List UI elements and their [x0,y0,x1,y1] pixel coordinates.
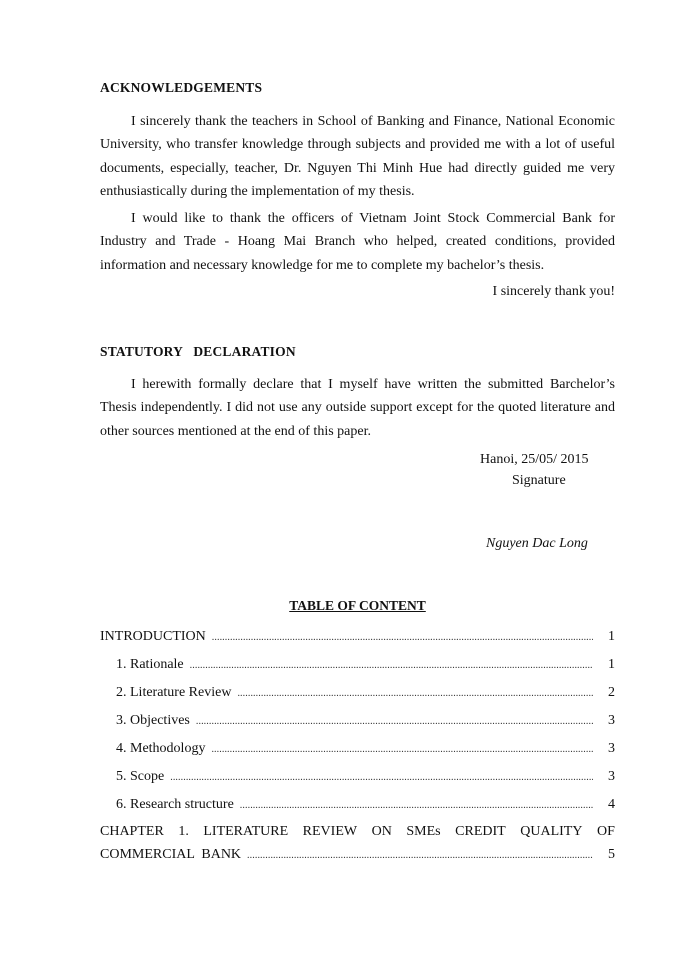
toc-entry-page: 3 [608,713,615,728]
toc-dot-leader [240,800,593,811]
toc-chapter-word: 1. [178,824,189,839]
toc-entry-page: 4 [608,797,615,812]
toc-chapter-word: REVIEW [302,824,358,839]
toc-chapter-1-line-2[interactable] [100,847,615,867]
toc-dot-leader [190,660,593,671]
toc-dot-leader [212,632,593,643]
toc-dot-leader [247,850,593,861]
declaration-heading: STATUTORY DECLARATION [100,344,296,359]
acknowledgements-paragraph-1: I sincerely thank the teachers in School of Banking and Finance, National Economic University, who transfer knowledge through subjects and provided me with a lot of useful documents, especially, teacher, Dr. Nguyen Thi Minh Hue had directly guided me very enthusiastically during the implementation of my thesis. [100,114,615,200]
toc-chapter-1-line-1[interactable] [100,824,615,844]
toc-entry-page: 1 [608,657,615,672]
toc-chapter-word: SMEs [406,824,441,839]
declaration-paragraph: I herewith formally declare that I myself have written the submitted Barchelor’s Thesis independently. I did not use any outside support except for the quoted literature and other sources mentioned at the end of this paper. [100,377,615,439]
toc-entry-label: 6. Research structure [116,797,234,812]
toc-entry-label: 1. Rationale [116,657,184,672]
toc-entry-label: COMMERCIAL BANK [100,847,242,862]
toc-chapter-word: OF [597,824,615,839]
toc-entry[interactable] [116,657,615,677]
toc-chapter-word: LITERATURE [203,824,289,839]
toc-entry-page: 3 [608,741,615,756]
toc-entry-page: 3 [608,769,615,784]
toc-entry[interactable] [116,741,615,761]
toc-dot-leader [237,688,593,699]
toc-entry-page: 5 [608,847,615,862]
acknowledgements-heading: ACKNOWLEDGEMENTS [100,80,263,95]
toc-entry-label: INTRODUCTION [100,629,206,644]
signature-label: Signature [512,473,566,488]
toc-entry[interactable] [116,685,615,705]
toc-entry-label: 2. Literature Review [116,685,232,700]
toc-dot-leader [211,744,593,755]
toc-chapter-word: QUALITY [520,824,583,839]
toc-entry-label: 3. Objectives [116,713,190,728]
toc-entry[interactable] [116,713,615,733]
toc-entry[interactable] [116,797,615,817]
toc-entry-page: 2 [608,685,615,700]
acknowledgements-paragraph-2: I would like to thank the officers of Vietnam Joint Stock Commercial Bank for Industry and Trade - Hoang Mai Branch who helped, created conditions, provided information and necessary knowledge for me to complete my bachelor’s thesis. [100,211,615,273]
acknowledgements-closing: I sincerely thank you! [492,284,615,299]
toc-entry[interactable] [116,769,615,789]
toc-dot-leader [196,716,593,727]
signature-name: Nguyen Dac Long [486,536,588,551]
toc-chapter-word: ON [371,824,392,839]
declaration-place-date: Hanoi, 25/05/ 2015 [480,452,589,467]
toc-entry-page: 1 [608,629,615,644]
toc-dot-leader [170,772,593,783]
toc-entry-label: 5. Scope [116,769,165,784]
toc-chapter-word: CREDIT [455,824,506,839]
toc-entry-label: 4. Methodology [116,741,206,756]
toc-entry[interactable] [100,629,615,649]
toc-title: TABLE OF CONTENT [289,598,426,613]
toc-chapter-word: CHAPTER [100,824,164,839]
